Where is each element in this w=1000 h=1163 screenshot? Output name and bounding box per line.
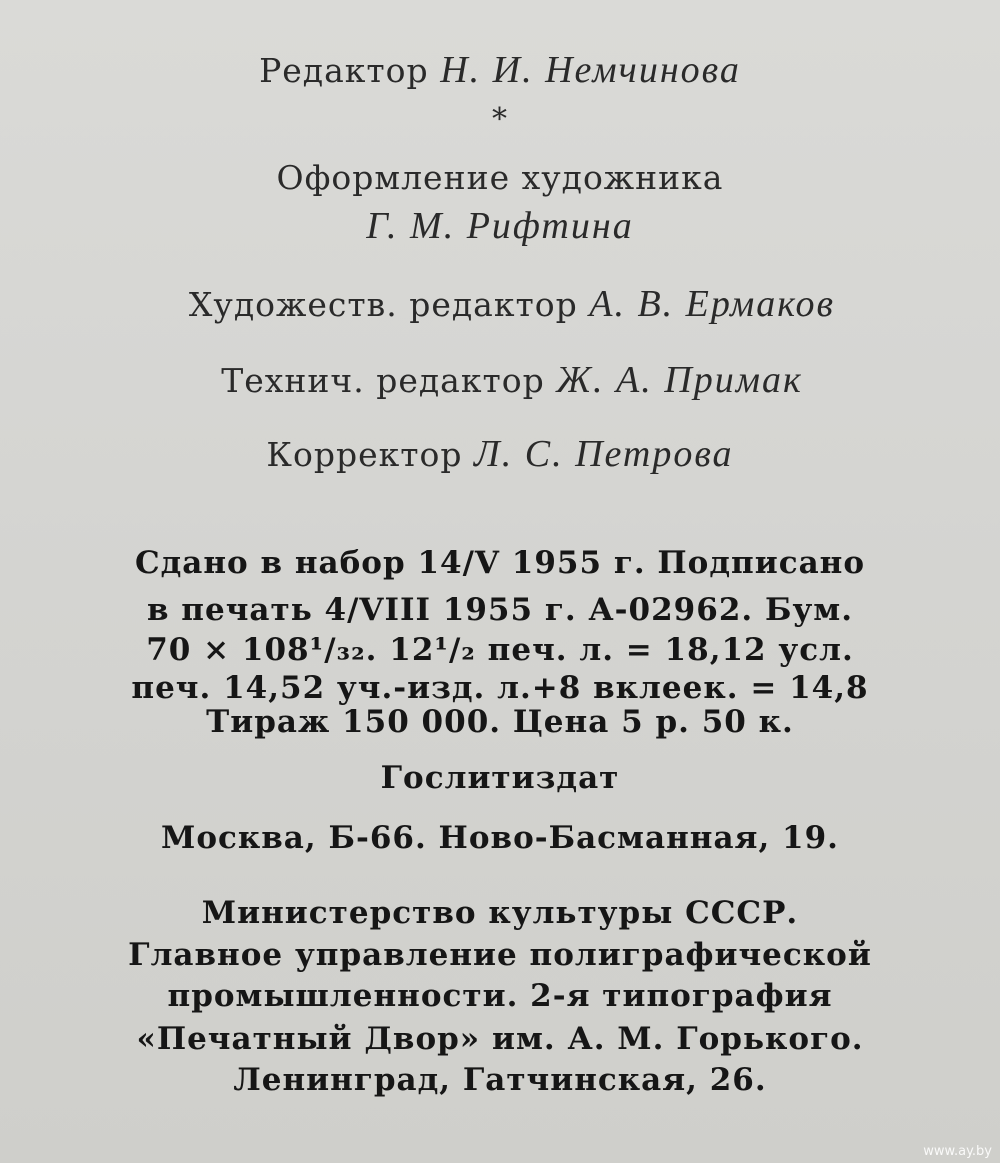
proofreader-name: Л. С. Петрова [473,433,734,475]
proofreader-role: Корректор [266,435,463,474]
imprint-line: Тираж 150 000. Цена 5 р. 50 к. [206,704,794,740]
publisher-name: Гослитиздат [380,760,620,796]
printer-line: «Печатный Двор» им. А. М. Горького. [136,1021,864,1057]
watermark: www.ay.by [923,1144,992,1159]
editor-credit [0,48,1000,92]
imprint-line: печ. 14,52 уч.-изд. л.+8 вклеек. = 14,8 [131,670,869,706]
tech-editor-role: Технич. редактор [221,361,545,400]
printer-line: Главное управление полиграфической [128,937,872,973]
editor-name: Н. И. Немчинова [440,49,741,91]
proofreader-credit [0,432,1000,476]
publisher-address: Москва, Б-66. Ново-Басманная, 19. [161,820,839,856]
imprint-line: в печать 4/VIII 1955 г. А-02962. Бум. [146,592,854,628]
printer-line: Министерство культуры СССР. [201,895,799,931]
design-label: Оформление художника [276,158,724,197]
tech-editor-credit [12,358,1000,402]
editor-role: Редактор [259,51,429,90]
art-editor-credit [12,282,1000,326]
printer-line: Ленинград, Гатчинская, 26. [233,1062,767,1098]
art-editor-role: Художеств. редактор [188,285,578,324]
imprint-line: 70 × 108¹/₃₂. 12¹/₂ печ. л. = 18,12 усл. [146,632,854,668]
printer-line: промышленности. 2-я типография [167,978,833,1014]
tech-editor-name: Ж. А. Примак [556,359,803,401]
art-editor-name: А. В. Ермаков [589,283,836,325]
design-name-line [0,204,1000,248]
design-name: Г. М. Рифтина [366,205,634,247]
imprint-line: Сдано в набор 14/V 1955 г. Подписано [134,545,866,581]
separator-asterisk: * [492,102,508,137]
